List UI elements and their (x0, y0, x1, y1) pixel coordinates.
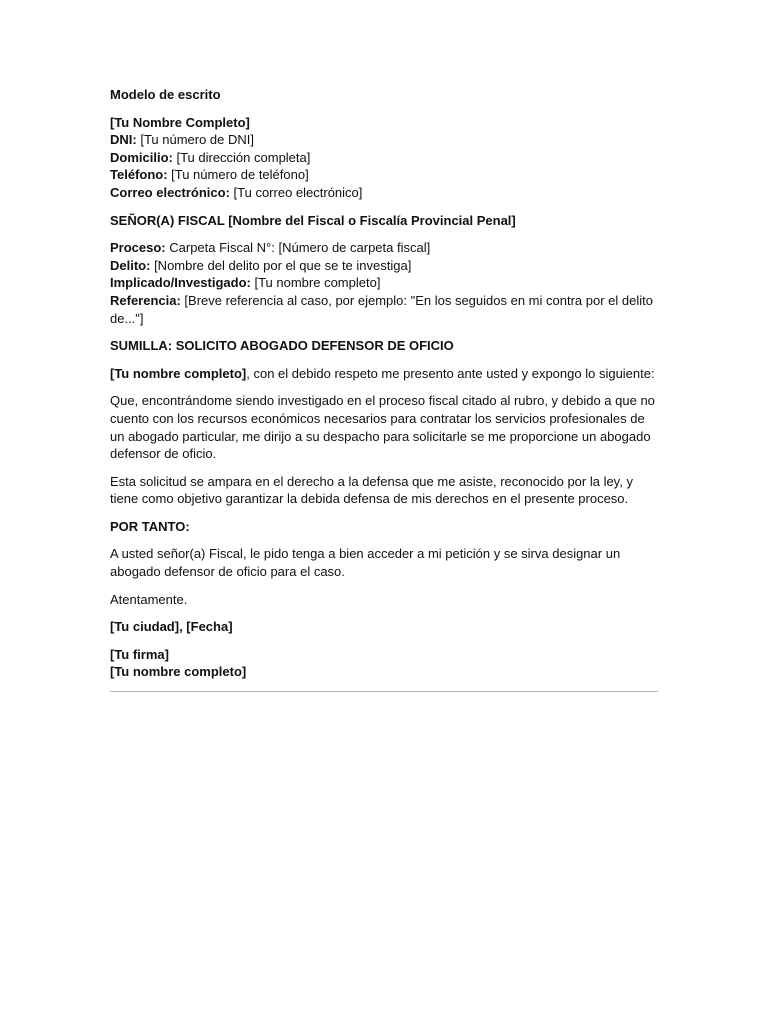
signature-name: [Tu nombre completo] (110, 664, 247, 680)
domicilio-label: Domicilio: (110, 149, 173, 165)
domicilio-value: [Tu dirección completa] (172, 149, 311, 165)
horizontal-rule (110, 691, 658, 692)
dni-label: DNI: (110, 132, 137, 148)
sumilla: SUMILLA: SOLICITO ABOGADO DEFENSOR DE OFICIO (110, 338, 454, 354)
signature: [Tu firma] (110, 646, 169, 662)
correo-value: [Tu correo electrónico] (229, 184, 363, 200)
header-block (110, 114, 658, 202)
referencia-value: [Breve referencia al caso, por ejemplo: "En los seguidos en mi contra por el delito de..."] (110, 292, 653, 326)
closing: Atentamente. (110, 591, 188, 607)
signature-block (110, 646, 658, 681)
dni-value: [Tu número de DNI] (136, 132, 255, 148)
referencia-label: Referencia: (110, 292, 181, 308)
delito-label: Delito: (110, 257, 151, 273)
telefono-value: [Tu número de teléfono] (167, 167, 309, 183)
case-block (110, 239, 658, 327)
petition-paragraph: A usted señor(a) Fiscal, le pido tenga a bien acceder a mi petición y se sirva designar un abogado defensor de oficio para el caso. (110, 546, 621, 580)
intro-name: [Tu nombre completo] (110, 365, 247, 381)
implicado-value: [Tu nombre completo] (250, 275, 381, 291)
body-paragraph-1: Que, encontrándome siendo investigado en el proceso fiscal citado al rubro, y debido a que no cuento con los recursos económicos necesarios para contratar los servicios profesionales de un abogado particular, me dirijo a su despacho para solicitarle se me proporcione un abogado defensor de oficio. (110, 393, 655, 462)
por-tanto: POR TANTO: (110, 518, 190, 534)
addressee: SEÑOR(A) FISCAL [Nombre del Fiscal o Fiscalía Provincial Penal] (110, 212, 516, 228)
correo-label: Correo electrónico: (110, 184, 230, 200)
document-body (110, 86, 658, 692)
implicado-label: Implicado/Investigado: (110, 275, 251, 291)
header-name: [Tu Nombre Completo] (110, 114, 250, 130)
telefono-label: Teléfono: (110, 167, 168, 183)
delito-value: [Nombre del delito por el que se te investiga] (150, 257, 412, 273)
place-date: [Tu ciudad], [Fecha] (110, 619, 233, 635)
proceso-label: Proceso: (110, 240, 166, 256)
intro-text: , con el debido respeto me presento ante usted y expongo lo siguiente: (246, 365, 655, 381)
intro-paragraph (110, 365, 658, 383)
proceso-value: Carpeta Fiscal N°: [Número de carpeta fiscal] (165, 240, 431, 256)
document-title: Modelo de escrito (110, 87, 221, 102)
body-paragraph-2: Esta solicitud se ampara en el derecho a la defensa que me asiste, reconocido por la ley, y tiene como objetivo garantizar la debida defensa de mis derechos en el presente proceso. (110, 473, 633, 507)
